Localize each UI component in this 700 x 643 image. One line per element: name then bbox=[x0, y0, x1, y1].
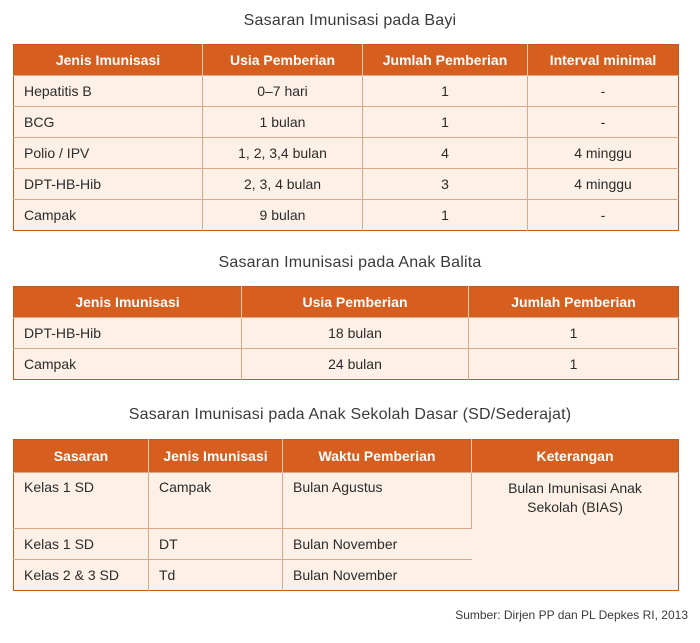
table-row bbox=[14, 473, 679, 529]
table-row bbox=[14, 76, 679, 107]
table-cell: Td bbox=[149, 560, 283, 591]
bayi-header-row bbox=[14, 45, 679, 76]
bayi-table-title: Sasaran Imunisasi pada Bayi bbox=[243, 12, 457, 29]
table-cell: 3 bbox=[363, 169, 528, 200]
balita-table bbox=[13, 286, 679, 380]
table-cell: DPT-HB-Hib bbox=[14, 169, 203, 200]
table-cell: Polio / IPV bbox=[14, 138, 203, 169]
table-cell: Campak bbox=[149, 473, 283, 529]
table-cell: Kelas 2 & 3 SD bbox=[14, 560, 149, 591]
table-cell: - bbox=[528, 76, 679, 107]
table-cell: 9 bulan bbox=[203, 200, 363, 231]
table-cell: 1, 2, 3,4 bulan bbox=[203, 138, 363, 169]
bayi-header-interval: Interval minimal bbox=[528, 45, 679, 76]
table-cell: DPT-HB-Hib bbox=[14, 318, 242, 349]
table-cell: 2, 3, 4 bulan bbox=[203, 169, 363, 200]
table-cell: 1 bbox=[363, 200, 528, 231]
table-row bbox=[14, 318, 679, 349]
table-row bbox=[14, 200, 679, 231]
table-row bbox=[14, 169, 679, 200]
table-cell: 1 bulan bbox=[203, 107, 363, 138]
sd-header-jenis: Jenis Imunisasi bbox=[149, 440, 283, 473]
table-cell: Campak bbox=[14, 349, 242, 380]
table-cell: - bbox=[528, 107, 679, 138]
table-cell: 1 bbox=[469, 349, 679, 380]
table-cell: Kelas 1 SD bbox=[14, 529, 149, 560]
table-row bbox=[14, 107, 679, 138]
sd-header-waktu: Waktu Pemberian bbox=[283, 440, 472, 473]
bayi-table bbox=[13, 44, 679, 231]
bayi-header-usia: Usia Pemberian bbox=[203, 45, 363, 76]
table-cell: 1 bbox=[363, 76, 528, 107]
balita-header-usia: Usia Pemberian bbox=[242, 287, 469, 318]
table-cell: 1 bbox=[363, 107, 528, 138]
balita-table-title: Sasaran Imunisasi pada Anak Balita bbox=[218, 254, 482, 271]
table-row bbox=[14, 349, 679, 380]
bayi-header-jenis: Jenis Imunisasi bbox=[14, 45, 203, 76]
balita-header-row bbox=[14, 287, 679, 318]
table-cell: DT bbox=[149, 529, 283, 560]
table-cell: Bulan November bbox=[283, 529, 472, 560]
table-cell: - bbox=[528, 200, 679, 231]
table-cell: 1 bbox=[469, 318, 679, 349]
table-cell: Campak bbox=[14, 200, 203, 231]
table-cell: 4 minggu bbox=[528, 169, 679, 200]
sd-table-title: Sasaran Imunisasi pada Anak Sekolah Dasar (SD/Sederajat) bbox=[128, 406, 572, 423]
table-cell: BCG bbox=[14, 107, 203, 138]
sd-keterangan-cell: Bulan Imunisasi Anak Sekolah (BIAS) bbox=[472, 473, 679, 591]
table-cell: 4 bbox=[363, 138, 528, 169]
table-cell: 0–7 hari bbox=[203, 76, 363, 107]
sd-header-row bbox=[14, 440, 679, 473]
table-cell: Bulan Agustus bbox=[283, 473, 472, 529]
source-caption: Sumber: Dirjen PP dan PL Depkes RI, 2013 bbox=[455, 608, 688, 622]
table-cell: Kelas 1 SD bbox=[14, 473, 149, 529]
sd-header-keterangan: Keterangan bbox=[472, 440, 679, 473]
balita-header-jumlah: Jumlah Pemberian bbox=[469, 287, 679, 318]
table-cell: 18 bulan bbox=[242, 318, 469, 349]
sd-table bbox=[13, 439, 679, 591]
table-cell: 24 bulan bbox=[242, 349, 469, 380]
table-cell: 4 minggu bbox=[528, 138, 679, 169]
table-cell: Bulan November bbox=[283, 560, 472, 591]
table-cell: Hepatitis B bbox=[14, 76, 203, 107]
balita-header-jenis: Jenis Imunisasi bbox=[14, 287, 242, 318]
table-row bbox=[14, 138, 679, 169]
sd-header-sasaran: Sasaran bbox=[14, 440, 149, 473]
bayi-header-jumlah: Jumlah Pemberian bbox=[363, 45, 528, 76]
